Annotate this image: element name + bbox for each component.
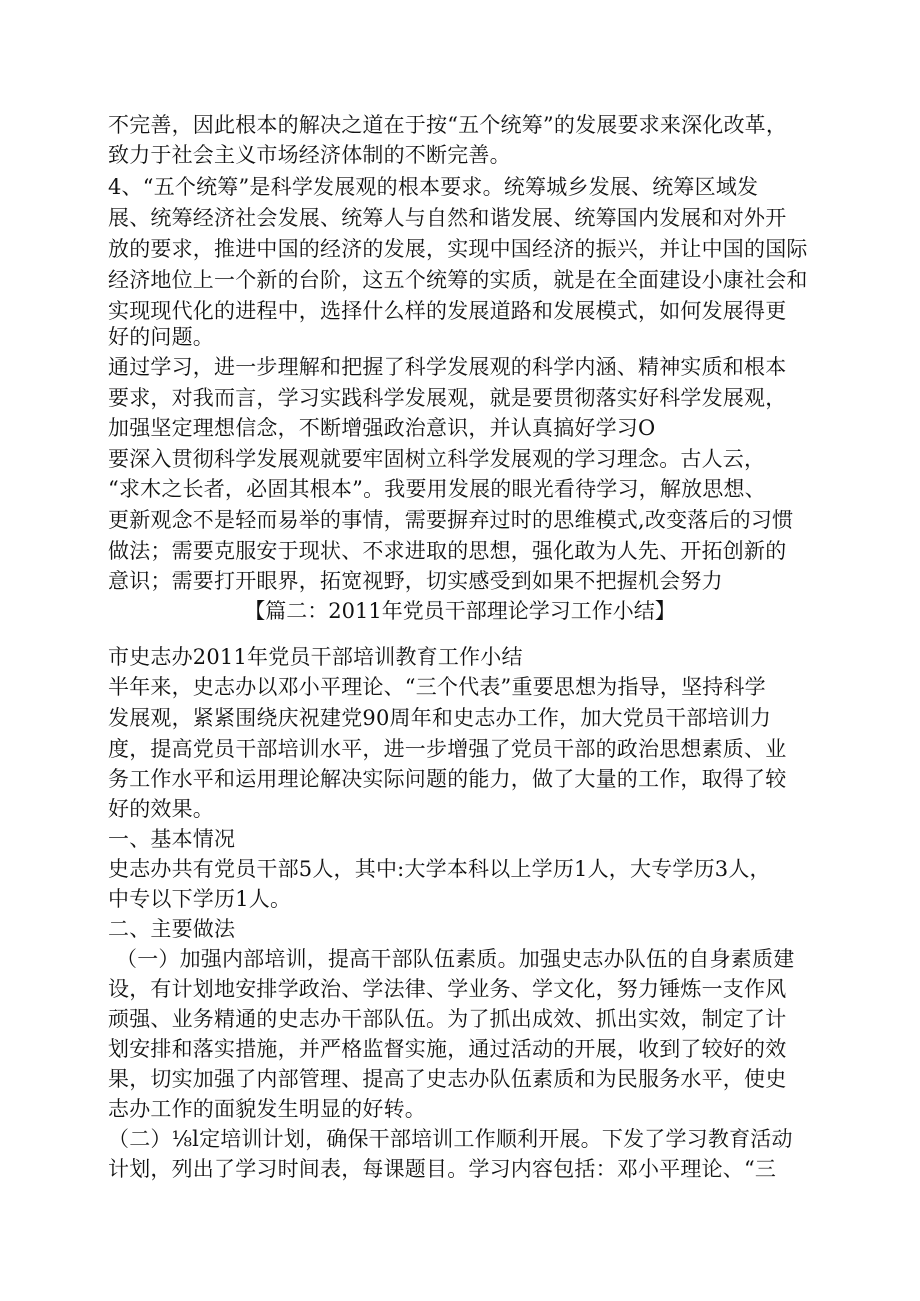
text-line: 致力于社会主义市场经济体制的不断完善。 (108, 143, 511, 167)
text-line: 史志办共有党员干部5人，其中:大学本科以上学历1人，大专学历3人， (108, 857, 771, 881)
text-line: 实现现代化的进程中，选择什么样的发展道路和发展模式，如何发展得更 (108, 299, 787, 323)
text-line: 意识；需要打开眼界，拓宽视野，切实感受到如果不把握机会努力 (108, 569, 723, 593)
text-line: （二）⅛l定培训计划，确保干部培训工作顺利开展。下发了学习教育活动 (108, 1127, 793, 1151)
text-line: 划安排和落实措施，并严格监督实施，通过活动的开展，收到了较好的效 (108, 1037, 787, 1061)
text-line: 要求，对我而言，学习实践科学发展观，就是要贯彻落实好科学发展观， (108, 386, 787, 410)
text-line: 半年来，史志办以邓小平理论、“三个代表”重要思想为指导，坚持科学 (108, 675, 766, 699)
text-line: 做法；需要克服安于现状、不求进取的思想，强化敢为人先、开拓创新的 (108, 539, 787, 563)
text-line: 展、统筹经济社会发展、统筹人与自然和谐发展、统筹国内发展和对外开 (108, 206, 787, 230)
text-line: 中专以下学历1人。 (108, 887, 292, 911)
text-line: 务工作水平和运用理论解决实际问题的能力，做了大量的工作，取得了较 (108, 767, 787, 791)
text-line: 志办工作的面貌发生明显的好转。 (108, 1097, 426, 1121)
text-line: 经济地位上一个新的台阶，这五个统筹的实质，就是在全面建设小康社会和 (108, 268, 808, 292)
text-line: 好的效果。 (108, 797, 214, 821)
text-line: 通过学习，进一步理解和把握了科学发展观的科学内涵、精神实质和根本 (108, 355, 787, 379)
text-line: 加强坚定理想信念，不断增强政治意识，并认真搞好学习O (108, 416, 656, 440)
text-line: 更新观念不是轻而易举的事情，需要摒弃过时的思维模式,改变落后的习惯 (108, 508, 794, 532)
text-line: （一）加强内部培训，提高干部队伍素质。加强史志办队伍的自身素质建 (116, 947, 795, 971)
section-heading: 【篇二：2011年党员干部理论学习工作小结】 (244, 599, 676, 623)
text-line: 不完善，因此根本的解决之道在于按“五个统筹”的发展要求来深化改革， (108, 113, 788, 137)
text-line: “求木之长者，必固其根本”。我要用发展的眼光看待学习，解放思想、 (108, 477, 766, 501)
text-line: 一、基本情况 (108, 827, 236, 851)
text-line: 度，提高党员干部培训水平，进一步增强了党员干部的政治思想素质、业 (108, 737, 787, 761)
text-line: 果，切实加强了内部管理、提高了史志办队伍素质和为民服务水平，使史 (108, 1067, 787, 1091)
text-line: 要深入贯彻科学发展观就要牢固树立科学发展观的学习理念。古人云， (108, 447, 766, 471)
text-line: 好的问题。 (108, 325, 214, 349)
text-line: 发展观，紧紧围绕庆祝建党90周年和史志办工作，加大党员干部培训力 (108, 706, 772, 730)
text-line: 4、“五个统筹”是科学发展观的根本要求。统筹城乡发展、统筹区域发 (108, 175, 759, 199)
text-line: 放的要求，推进中国的经济的发展，实现中国经济的振兴，并让中国的国际 (108, 237, 808, 261)
text-line: 计划，列出了学习时间表，每课题目。学习内容包括：邓小平理论、“三 (108, 1157, 777, 1181)
text-line: 二、主要做法 (108, 917, 236, 941)
text-line: 顽强、业务精通的史志办干部队伍。为了抓出成效、抓出实效，制定了计 (108, 1007, 787, 1031)
text-line: 设，有计划地安排学政治、学法律、学业务、学文化，努力锤炼一支作风 (108, 977, 787, 1001)
text-line: 市史志办2011年党员干部培训教育工作小结 (108, 645, 523, 669)
